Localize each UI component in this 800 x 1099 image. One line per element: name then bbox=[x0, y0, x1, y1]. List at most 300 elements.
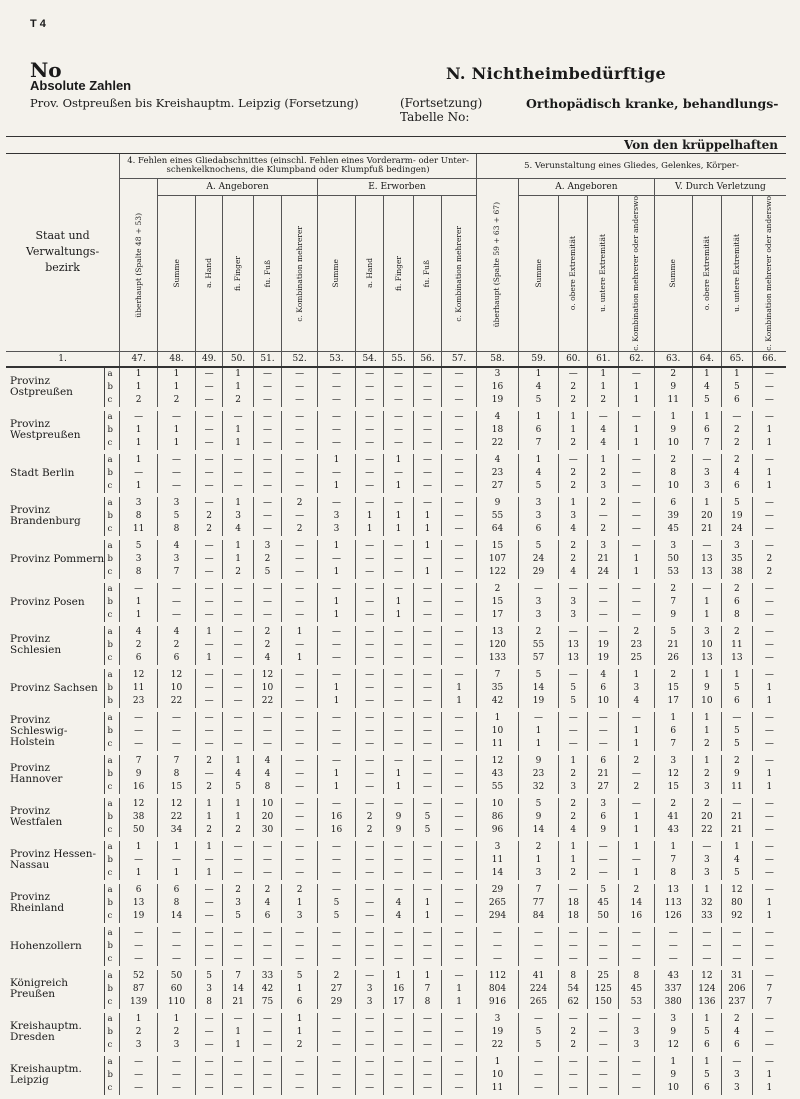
table-cell: 54 bbox=[559, 983, 588, 996]
table-cell: 5 bbox=[195, 970, 222, 983]
table-cell: — bbox=[519, 940, 559, 953]
table-cell: 8 bbox=[195, 996, 222, 1009]
table-cell: 23 bbox=[476, 467, 518, 480]
table-cell: — bbox=[318, 437, 356, 450]
province-range: Prov. Ostpreußen bis Kreishauptm. Leipzig (Forsetzung) bbox=[30, 96, 359, 110]
table-cell: 38 bbox=[722, 566, 753, 579]
table-cell: 2 bbox=[559, 1026, 588, 1039]
table-cell: 22 bbox=[476, 437, 518, 450]
table-cell: — bbox=[559, 738, 588, 751]
table-cell: — bbox=[253, 454, 281, 467]
table-cell: 3 bbox=[618, 1039, 654, 1052]
table-cell: 5 bbox=[519, 540, 559, 553]
table-cell: 55 bbox=[476, 510, 518, 523]
table-cell: 9 bbox=[476, 497, 518, 510]
table-cell: — bbox=[195, 553, 222, 566]
table-cell: — bbox=[253, 424, 281, 437]
table-cell: — bbox=[355, 437, 383, 450]
region-name: Kreishauptm. Leipzig bbox=[10, 1063, 82, 1087]
table-cell: 1 bbox=[158, 867, 196, 880]
table-cell: 2 bbox=[355, 811, 383, 824]
table-cell: 3 bbox=[692, 867, 721, 880]
region-name: Hohenzollern bbox=[10, 939, 82, 952]
table-cell: 1 bbox=[722, 669, 753, 682]
table-cell: 1 bbox=[618, 437, 654, 450]
table-cell: 17 bbox=[384, 996, 413, 1009]
table-cell: 2 bbox=[618, 755, 654, 768]
table-cell: 9 bbox=[654, 381, 692, 394]
row-subtype: b bbox=[105, 424, 120, 437]
row-subtype: a bbox=[105, 970, 120, 983]
table-cell: — bbox=[442, 725, 477, 738]
table-row bbox=[6, 983, 786, 996]
table-cell: — bbox=[413, 725, 441, 738]
table-cell: — bbox=[618, 1069, 654, 1082]
table-cell: 19 bbox=[476, 394, 518, 407]
table-cell: — bbox=[253, 854, 281, 867]
spacer-cell bbox=[6, 1095, 786, 1099]
table-cell: 2 bbox=[195, 523, 222, 536]
table-cell: 5 bbox=[654, 626, 692, 639]
table-cell: 4 bbox=[253, 652, 281, 665]
table-cell: 15 bbox=[654, 781, 692, 794]
table-cell: — bbox=[692, 953, 721, 966]
table-cell: 150 bbox=[588, 996, 619, 1009]
section-title: N. Nichtheimbedürftige bbox=[446, 64, 666, 83]
region-name: Provinz Brandenburg bbox=[10, 504, 81, 528]
table-cell: — bbox=[282, 424, 318, 437]
table-cell: — bbox=[120, 411, 158, 424]
region-name: Königreich Preußen bbox=[10, 977, 68, 1001]
table-cell: — bbox=[413, 768, 441, 781]
table-cell: 18 bbox=[559, 910, 588, 923]
table-row bbox=[6, 1013, 786, 1026]
table-cell: 2 bbox=[559, 467, 588, 480]
table-cell: 9 bbox=[722, 768, 753, 781]
table-cell: 2 bbox=[223, 394, 254, 407]
col59-header: Summe bbox=[533, 259, 543, 288]
table-cell: 7 bbox=[158, 755, 196, 768]
table-cell: 1 bbox=[476, 712, 518, 725]
table-cell: 19 bbox=[120, 910, 158, 923]
table-cell: 19 bbox=[722, 510, 753, 523]
table-row bbox=[6, 867, 786, 880]
table-cell: — bbox=[355, 1082, 383, 1095]
table-cell: — bbox=[195, 1069, 222, 1082]
table-cell: — bbox=[384, 884, 413, 897]
col62-header: c. Kombination mehrerer oder anderswo bbox=[631, 196, 641, 351]
table-cell: 1 bbox=[413, 897, 441, 910]
table-cell: — bbox=[195, 940, 222, 953]
table-cell: 3 bbox=[158, 553, 196, 566]
table-cell: — bbox=[282, 738, 318, 751]
table-cell: 1 bbox=[158, 381, 196, 394]
table-cell: 75 bbox=[253, 996, 281, 1009]
table-cell: — bbox=[253, 927, 281, 940]
table-cell: — bbox=[195, 725, 222, 738]
table-cell: — bbox=[413, 798, 441, 811]
table-cell: — bbox=[752, 824, 786, 837]
table-row bbox=[6, 553, 786, 566]
row-subtype: c bbox=[105, 480, 120, 493]
table-cell: — bbox=[618, 540, 654, 553]
table-cell: — bbox=[413, 669, 441, 682]
table-cell: — bbox=[618, 927, 654, 940]
row-subtype: b bbox=[105, 725, 120, 738]
table-cell: 380 bbox=[654, 996, 692, 1009]
table-cell: — bbox=[442, 652, 477, 665]
table-cell: 13 bbox=[722, 652, 753, 665]
table-cell: 1 bbox=[223, 424, 254, 437]
table-cell: — bbox=[519, 1082, 559, 1095]
table-cell: 1 bbox=[752, 897, 786, 910]
table-cell: — bbox=[158, 454, 196, 467]
table-cell: — bbox=[442, 768, 477, 781]
table-cell: — bbox=[223, 411, 254, 424]
table-cell: — bbox=[413, 695, 441, 708]
table-cell: 4 bbox=[158, 540, 196, 553]
table-cell: — bbox=[559, 1013, 588, 1026]
table-cell: — bbox=[384, 652, 413, 665]
table-cell: — bbox=[442, 841, 477, 854]
table-cell: 22 bbox=[158, 695, 196, 708]
table-cell: 1 bbox=[618, 669, 654, 682]
table-cell: 1 bbox=[120, 841, 158, 854]
table-cell: — bbox=[195, 454, 222, 467]
table-cell: 6 bbox=[692, 1039, 721, 1052]
table-cell: 3 bbox=[588, 540, 619, 553]
table-cell: 13 bbox=[476, 626, 518, 639]
table-cell: 1 bbox=[413, 523, 441, 536]
table-cell: 26 bbox=[654, 652, 692, 665]
table-cell: 1 bbox=[120, 454, 158, 467]
table-cell: 5 bbox=[722, 867, 753, 880]
angeboren5-header: A. Angeboren bbox=[519, 179, 655, 196]
table-row bbox=[6, 824, 786, 837]
table-cell: — bbox=[253, 953, 281, 966]
table-cell: — bbox=[223, 695, 254, 708]
table-cell: — bbox=[413, 454, 441, 467]
table-cell: 1 bbox=[355, 523, 383, 536]
table-cell: 3 bbox=[692, 781, 721, 794]
table-cell: — bbox=[158, 927, 196, 940]
table-cell: 20 bbox=[692, 811, 721, 824]
table-cell: 1 bbox=[384, 970, 413, 983]
table-cell: 7 bbox=[120, 755, 158, 768]
table-cell: 10 bbox=[158, 682, 196, 695]
table-cell: — bbox=[442, 940, 477, 953]
table-cell: — bbox=[195, 1056, 222, 1069]
table-cell: — bbox=[120, 738, 158, 751]
table-cell: — bbox=[253, 940, 281, 953]
table-cell: 6 bbox=[722, 695, 753, 708]
table-cell: 5 bbox=[318, 910, 356, 923]
table-cell: 16 bbox=[120, 781, 158, 794]
table-cell: 9 bbox=[384, 811, 413, 824]
table-cell: 5 bbox=[559, 682, 588, 695]
table-cell: 35 bbox=[722, 553, 753, 566]
table-cell: — bbox=[195, 884, 222, 897]
table-cell: 10 bbox=[476, 798, 518, 811]
table-cell: 4 bbox=[223, 768, 254, 781]
row-subtype: b bbox=[105, 897, 120, 910]
table-cell: — bbox=[355, 381, 383, 394]
table-cell: — bbox=[195, 639, 222, 652]
table-cell: — bbox=[195, 910, 222, 923]
table-cell: — bbox=[442, 897, 477, 910]
table-cell: — bbox=[413, 884, 441, 897]
table-cell: 1 bbox=[223, 1026, 254, 1039]
table-cell: 7 bbox=[654, 854, 692, 867]
table-cell: 3 bbox=[692, 854, 721, 867]
table-cell: — bbox=[355, 1039, 383, 1052]
table-cell: 15 bbox=[476, 596, 518, 609]
table-cell: — bbox=[752, 854, 786, 867]
table-cell: — bbox=[253, 725, 281, 738]
table-cell: 34 bbox=[158, 824, 196, 837]
table-cell: — bbox=[752, 725, 786, 738]
table-cell: 2 bbox=[654, 454, 692, 467]
row-subtype: a bbox=[105, 755, 120, 768]
table-cell: — bbox=[195, 480, 222, 493]
table-cell: — bbox=[158, 609, 196, 622]
table-cell: 6 bbox=[588, 682, 619, 695]
table-cell: — bbox=[355, 639, 383, 652]
table-row bbox=[6, 411, 786, 424]
table-cell: — bbox=[318, 798, 356, 811]
table-cell: — bbox=[318, 1039, 356, 1052]
region-name: Provinz Schleswig-Holstein bbox=[10, 713, 68, 748]
table-cell: 43 bbox=[654, 970, 692, 983]
table-cell: — bbox=[618, 1056, 654, 1069]
table-cell: 112 bbox=[476, 970, 518, 983]
table-row bbox=[6, 738, 786, 751]
table-cell: — bbox=[223, 583, 254, 596]
table-cell: 916 bbox=[476, 996, 518, 1009]
table-cell: 1 bbox=[618, 811, 654, 824]
table-cell: — bbox=[223, 841, 254, 854]
table-cell: — bbox=[282, 609, 318, 622]
table-cell: — bbox=[384, 755, 413, 768]
table-cell: — bbox=[413, 867, 441, 880]
table-cell: 1 bbox=[223, 367, 254, 381]
row-subtype: b bbox=[105, 983, 120, 996]
column-number: 60. bbox=[559, 351, 588, 367]
table-cell: 6 bbox=[692, 1082, 721, 1095]
table-cell: — bbox=[413, 712, 441, 725]
table-cell: — bbox=[384, 927, 413, 940]
table-cell: — bbox=[442, 712, 477, 725]
table-cell: 3 bbox=[559, 596, 588, 609]
table-cell: — bbox=[752, 884, 786, 897]
table-cell: 1 bbox=[120, 424, 158, 437]
table-cell: 1 bbox=[752, 682, 786, 695]
table-cell: — bbox=[223, 1069, 254, 1082]
table-cell: 60 bbox=[158, 983, 196, 996]
table-cell: 8 bbox=[120, 566, 158, 579]
table-row bbox=[6, 480, 786, 493]
table-cell: 17 bbox=[476, 609, 518, 622]
table-cell: — bbox=[519, 712, 559, 725]
region-name: Stadt Berlin bbox=[10, 466, 75, 479]
row-subtype: c bbox=[105, 824, 120, 837]
table-cell: 124 bbox=[692, 983, 721, 996]
table-cell: — bbox=[355, 467, 383, 480]
row-subtype: a bbox=[105, 540, 120, 553]
region-name: Provinz Schlesien bbox=[10, 633, 62, 657]
table-cell: 4 bbox=[476, 411, 518, 424]
table-cell: 14 bbox=[618, 897, 654, 910]
table-cell: 41 bbox=[519, 970, 559, 983]
region-name: Provinz Hannover bbox=[10, 762, 63, 786]
col57-header: c. Kombination mehrerer bbox=[454, 225, 464, 322]
table-cell: — bbox=[318, 725, 356, 738]
table-cell: 1 bbox=[318, 768, 356, 781]
absolute-label: Absolute Zahlen bbox=[30, 78, 132, 93]
table-cell: 15 bbox=[158, 781, 196, 794]
row-subtype: a bbox=[105, 1056, 120, 1069]
table-cell: — bbox=[195, 1082, 222, 1095]
table-cell: — bbox=[752, 953, 786, 966]
table-cell: — bbox=[618, 467, 654, 480]
table-cell: — bbox=[413, 682, 441, 695]
region-name: Provinz Westfalen bbox=[10, 805, 63, 829]
table-cell: 1 bbox=[692, 367, 721, 381]
table-row bbox=[6, 910, 786, 923]
table-cell: 2 bbox=[559, 540, 588, 553]
column-number: 62. bbox=[618, 351, 654, 367]
table-cell: 43 bbox=[476, 768, 518, 781]
table-cell: — bbox=[158, 854, 196, 867]
table-cell: 3 bbox=[588, 798, 619, 811]
table-cell: — bbox=[355, 695, 383, 708]
table-cell: — bbox=[318, 626, 356, 639]
table-cell: 41 bbox=[654, 811, 692, 824]
table-cell: 1 bbox=[752, 480, 786, 493]
table-cell: — bbox=[355, 738, 383, 751]
table-cell: 5 bbox=[223, 781, 254, 794]
table-cell: — bbox=[223, 682, 254, 695]
table-cell: 1 bbox=[223, 811, 254, 824]
table-cell: 15 bbox=[476, 540, 518, 553]
table-cell: — bbox=[752, 583, 786, 596]
table-cell: — bbox=[282, 940, 318, 953]
table-cell: 1 bbox=[618, 553, 654, 566]
table-row bbox=[6, 841, 786, 854]
table-cell: 3 bbox=[654, 1013, 692, 1026]
table-cell: 80 bbox=[722, 897, 753, 910]
table-cell: 6 bbox=[519, 523, 559, 536]
table-cell: 1 bbox=[559, 497, 588, 510]
table-cell: — bbox=[195, 596, 222, 609]
column-number: 56. bbox=[413, 351, 441, 367]
table-cell: — bbox=[355, 867, 383, 880]
table-cell: 10 bbox=[253, 682, 281, 695]
table-cell: — bbox=[413, 596, 441, 609]
table-cell: 12 bbox=[692, 970, 721, 983]
table-cell: — bbox=[355, 682, 383, 695]
row-subtype: c bbox=[105, 394, 120, 407]
table-cell: 27 bbox=[588, 781, 619, 794]
table-cell: 1 bbox=[195, 652, 222, 665]
table-cell: — bbox=[318, 367, 356, 381]
row-subtype: c bbox=[105, 1082, 120, 1095]
table-cell: — bbox=[442, 553, 477, 566]
table-cell: 3 bbox=[195, 983, 222, 996]
table-cell: 25 bbox=[618, 652, 654, 665]
row-subtype: a bbox=[105, 411, 120, 424]
table-cell: — bbox=[253, 596, 281, 609]
table-cell: 1 bbox=[158, 437, 196, 450]
table-cell: 1 bbox=[752, 1069, 786, 1082]
table-cell: — bbox=[195, 411, 222, 424]
table-cell: 3 bbox=[588, 480, 619, 493]
row-subtype: b bbox=[105, 695, 120, 708]
table-cell: — bbox=[253, 1069, 281, 1082]
table-cell: 2 bbox=[120, 639, 158, 652]
table-cell: — bbox=[253, 1082, 281, 1095]
table-cell: — bbox=[195, 669, 222, 682]
table-cell: — bbox=[618, 454, 654, 467]
table-cell: — bbox=[384, 540, 413, 553]
table-cell: — bbox=[752, 927, 786, 940]
table-cell: 2 bbox=[158, 1026, 196, 1039]
table-cell: 6 bbox=[158, 884, 196, 897]
table-cell: 21 bbox=[588, 553, 619, 566]
table-cell: 2 bbox=[722, 437, 753, 450]
table-cell: 1 bbox=[654, 712, 692, 725]
table-cell: — bbox=[559, 940, 588, 953]
table-cell: — bbox=[120, 953, 158, 966]
table-cell: — bbox=[355, 367, 383, 381]
table-cell: — bbox=[158, 953, 196, 966]
table-cell: — bbox=[384, 1082, 413, 1095]
table-cell: — bbox=[282, 1082, 318, 1095]
row-subtype: a bbox=[105, 884, 120, 897]
table-row bbox=[6, 652, 786, 665]
col56-header: fu. Fuß bbox=[422, 259, 432, 288]
table-cell: — bbox=[442, 424, 477, 437]
table-cell: — bbox=[384, 553, 413, 566]
table-cell: — bbox=[519, 953, 559, 966]
table-subtitle: Orthopädisch kranke, behandlungs- bbox=[526, 96, 779, 111]
table-cell: 2 bbox=[722, 626, 753, 639]
table-cell: — bbox=[559, 712, 588, 725]
table-cell: 2 bbox=[195, 755, 222, 768]
table-cell: — bbox=[253, 411, 281, 424]
table-cell: 27 bbox=[476, 480, 518, 493]
column-number: 52. bbox=[282, 351, 318, 367]
table-cell: 2 bbox=[559, 1039, 588, 1052]
table-cell: 4 bbox=[722, 1026, 753, 1039]
table-cell: 18 bbox=[559, 897, 588, 910]
table-cell: 804 bbox=[476, 983, 518, 996]
table-cell: — bbox=[195, 854, 222, 867]
table-cell: — bbox=[476, 953, 518, 966]
table-cell: 1 bbox=[618, 738, 654, 751]
table-subtitle-prefix: (Fortsetzung) Tabelle No: bbox=[400, 96, 483, 124]
table-cell: 8 bbox=[253, 781, 281, 794]
table-cell: 11 bbox=[476, 854, 518, 867]
table-cell: 4 bbox=[384, 897, 413, 910]
col53-header: Summe bbox=[331, 259, 341, 288]
table-cell: 8 bbox=[158, 897, 196, 910]
table-cell: 6 bbox=[722, 480, 753, 493]
table-cell: — bbox=[654, 940, 692, 953]
table-cell: — bbox=[318, 553, 356, 566]
table-cell: — bbox=[282, 437, 318, 450]
table-cell: 2 bbox=[282, 497, 318, 510]
